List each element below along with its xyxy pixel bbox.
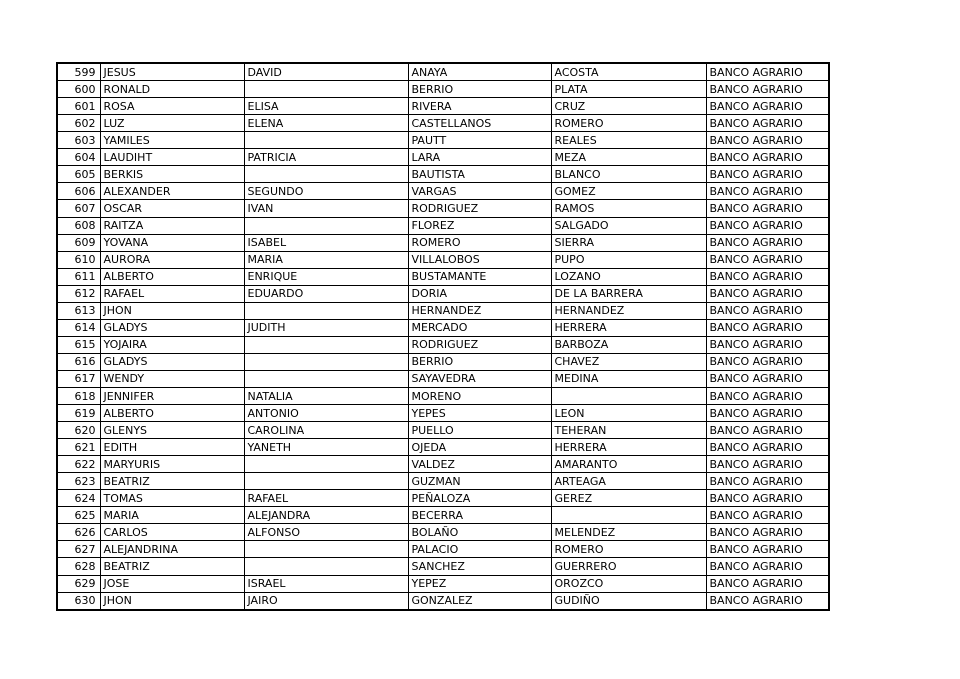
cell-second_surname: LOZANO: [551, 268, 706, 285]
cell-first_name: OSCAR: [100, 200, 244, 217]
cell-row_number: 600: [57, 81, 100, 98]
cell-bank: BANCO AGRARIO: [706, 524, 829, 541]
table-row: [57, 541, 829, 558]
cell-second_surname: GUDIÑO: [551, 592, 706, 610]
cell-row_number: 602: [57, 115, 100, 132]
cell-middle_name: IVAN: [244, 200, 408, 217]
cell-bank: BANCO AGRARIO: [706, 405, 829, 422]
cell-middle_name: MARIA: [244, 251, 408, 268]
cell-middle_name: ALFONSO: [244, 524, 408, 541]
cell-second_surname: MEDINA: [551, 370, 706, 387]
cell-row_number: 612: [57, 285, 100, 302]
cell-first_surname: RODRIGUEZ: [408, 200, 551, 217]
cell-first_surname: GUZMAN: [408, 473, 551, 490]
cell-middle_name: [244, 336, 408, 353]
cell-bank: BANCO AGRARIO: [706, 575, 829, 592]
cell-second_surname: TEHERAN: [551, 422, 706, 439]
beneficiaries-table: [56, 62, 830, 611]
cell-first_name: BEATRIZ: [100, 473, 244, 490]
cell-bank: BANCO AGRARIO: [706, 353, 829, 370]
cell-second_surname: BLANCO: [551, 166, 706, 183]
cell-bank: BANCO AGRARIO: [706, 490, 829, 507]
cell-bank: BANCO AGRARIO: [706, 439, 829, 456]
cell-first_name: AURORA: [100, 251, 244, 268]
cell-first_name: JESUS: [100, 63, 244, 81]
cell-middle_name: PATRICIA: [244, 149, 408, 166]
cell-row_number: 609: [57, 234, 100, 251]
cell-row_number: 606: [57, 183, 100, 200]
cell-first_surname: BERRIO: [408, 81, 551, 98]
table-row: [57, 268, 829, 285]
cell-bank: BANCO AGRARIO: [706, 388, 829, 405]
cell-row_number: 624: [57, 490, 100, 507]
cell-row_number: 617: [57, 370, 100, 387]
cell-first_name: ALBERTO: [100, 405, 244, 422]
cell-second_surname: REALES: [551, 132, 706, 149]
table-row: [57, 388, 829, 405]
cell-first_surname: BECERRA: [408, 507, 551, 524]
cell-middle_name: YANETH: [244, 439, 408, 456]
table-row: [57, 319, 829, 336]
cell-middle_name: [244, 370, 408, 387]
cell-row_number: 627: [57, 541, 100, 558]
cell-second_surname: BARBOZA: [551, 336, 706, 353]
cell-row_number: 610: [57, 251, 100, 268]
cell-first_name: MARIA: [100, 507, 244, 524]
cell-first_surname: MERCADO: [408, 319, 551, 336]
table-row: [57, 353, 829, 370]
cell-first_surname: MORENO: [408, 388, 551, 405]
cell-first_surname: YEPEZ: [408, 575, 551, 592]
cell-row_number: 619: [57, 405, 100, 422]
cell-second_surname: ACOSTA: [551, 63, 706, 81]
cell-first_surname: PUELLO: [408, 422, 551, 439]
cell-first_surname: VARGAS: [408, 183, 551, 200]
cell-row_number: 618: [57, 388, 100, 405]
cell-first_surname: FLOREZ: [408, 217, 551, 234]
cell-middle_name: RAFAEL: [244, 490, 408, 507]
table-row: [57, 183, 829, 200]
cell-row_number: 629: [57, 575, 100, 592]
cell-first_surname: RIVERA: [408, 98, 551, 115]
cell-bank: BANCO AGRARIO: [706, 507, 829, 524]
cell-first_surname: CASTELLANOS: [408, 115, 551, 132]
cell-middle_name: ISABEL: [244, 234, 408, 251]
table-row: [57, 149, 829, 166]
cell-first_surname: ANAYA: [408, 63, 551, 81]
cell-second_surname: LEON: [551, 405, 706, 422]
cell-second_surname: HERRERA: [551, 439, 706, 456]
cell-middle_name: [244, 166, 408, 183]
cell-middle_name: ISRAEL: [244, 575, 408, 592]
cell-second_surname: ARTEAGA: [551, 473, 706, 490]
cell-first_name: LUZ: [100, 115, 244, 132]
cell-second_surname: SIERRA: [551, 234, 706, 251]
cell-first_name: JHON: [100, 592, 244, 610]
cell-row_number: 608: [57, 217, 100, 234]
cell-first_surname: HERNANDEZ: [408, 302, 551, 319]
cell-first_surname: PEÑALOZA: [408, 490, 551, 507]
cell-middle_name: ELENA: [244, 115, 408, 132]
cell-first_name: YAMILES: [100, 132, 244, 149]
cell-middle_name: DAVID: [244, 63, 408, 81]
cell-second_surname: MELENDEZ: [551, 524, 706, 541]
cell-first_name: GLADYS: [100, 353, 244, 370]
cell-first_name: WENDY: [100, 370, 244, 387]
cell-bank: BANCO AGRARIO: [706, 422, 829, 439]
cell-row_number: 607: [57, 200, 100, 217]
table-row: [57, 507, 829, 524]
cell-row_number: 603: [57, 132, 100, 149]
table-row: [57, 558, 829, 575]
cell-first_name: ALEJANDRINA: [100, 541, 244, 558]
cell-middle_name: ALEJANDRA: [244, 507, 408, 524]
cell-bank: BANCO AGRARIO: [706, 200, 829, 217]
cell-row_number: 601: [57, 98, 100, 115]
cell-first_name: RAFAEL: [100, 285, 244, 302]
cell-second_surname: ROMERO: [551, 541, 706, 558]
cell-first_name: ROSA: [100, 98, 244, 115]
cell-first_name: YOJAIRA: [100, 336, 244, 353]
table-row: [57, 115, 829, 132]
cell-middle_name: SEGUNDO: [244, 183, 408, 200]
cell-bank: BANCO AGRARIO: [706, 63, 829, 81]
cell-middle_name: [244, 132, 408, 149]
cell-bank: BANCO AGRARIO: [706, 149, 829, 166]
cell-first_surname: BAUTISTA: [408, 166, 551, 183]
cell-first_surname: PAUTT: [408, 132, 551, 149]
cell-second_surname: DE LA BARRERA: [551, 285, 706, 302]
table-row: [57, 524, 829, 541]
cell-row_number: 616: [57, 353, 100, 370]
cell-second_surname: CHAVEZ: [551, 353, 706, 370]
cell-first_name: JHON: [100, 302, 244, 319]
cell-bank: BANCO AGRARIO: [706, 81, 829, 98]
cell-bank: BANCO AGRARIO: [706, 268, 829, 285]
cell-second_surname: PLATA: [551, 81, 706, 98]
table-row: [57, 217, 829, 234]
cell-row_number: 605: [57, 166, 100, 183]
table-row: [57, 370, 829, 387]
table-row: [57, 98, 829, 115]
cell-first_name: ALBERTO: [100, 268, 244, 285]
cell-first_name: BEATRIZ: [100, 558, 244, 575]
cell-first_name: RAITZA: [100, 217, 244, 234]
cell-bank: BANCO AGRARIO: [706, 115, 829, 132]
cell-middle_name: [244, 81, 408, 98]
cell-first_name: YOVANA: [100, 234, 244, 251]
cell-middle_name: EDUARDO: [244, 285, 408, 302]
cell-first_name: GLENYS: [100, 422, 244, 439]
table-row: [57, 302, 829, 319]
cell-first_name: GLADYS: [100, 319, 244, 336]
cell-row_number: 621: [57, 439, 100, 456]
cell-bank: BANCO AGRARIO: [706, 285, 829, 302]
cell-first_name: MARYURIS: [100, 456, 244, 473]
cell-second_surname: CRUZ: [551, 98, 706, 115]
cell-middle_name: NATALIA: [244, 388, 408, 405]
cell-row_number: 613: [57, 302, 100, 319]
cell-middle_name: [244, 302, 408, 319]
cell-first_surname: YEPES: [408, 405, 551, 422]
cell-second_surname: GUERRERO: [551, 558, 706, 575]
cell-middle_name: [244, 217, 408, 234]
table-row: [57, 473, 829, 490]
cell-row_number: 620: [57, 422, 100, 439]
cell-bank: BANCO AGRARIO: [706, 166, 829, 183]
cell-first_name: CARLOS: [100, 524, 244, 541]
cell-second_surname: HERRERA: [551, 319, 706, 336]
cell-first_surname: SANCHEZ: [408, 558, 551, 575]
cell-middle_name: [244, 558, 408, 575]
table-body: [57, 63, 829, 610]
cell-bank: BANCO AGRARIO: [706, 592, 829, 610]
cell-first_surname: OJEDA: [408, 439, 551, 456]
table-row: [57, 132, 829, 149]
cell-first_surname: GONZALEZ: [408, 592, 551, 610]
cell-middle_name: ANTONIO: [244, 405, 408, 422]
cell-bank: BANCO AGRARIO: [706, 319, 829, 336]
cell-row_number: 615: [57, 336, 100, 353]
cell-bank: BANCO AGRARIO: [706, 183, 829, 200]
cell-bank: BANCO AGRARIO: [706, 217, 829, 234]
cell-row_number: 626: [57, 524, 100, 541]
cell-middle_name: JAIRO: [244, 592, 408, 610]
cell-bank: BANCO AGRARIO: [706, 473, 829, 490]
cell-first_name: JENNIFER: [100, 388, 244, 405]
cell-first_name: EDITH: [100, 439, 244, 456]
cell-middle_name: [244, 473, 408, 490]
cell-first_surname: ROMERO: [408, 234, 551, 251]
cell-second_surname: AMARANTO: [551, 456, 706, 473]
cell-row_number: 599: [57, 63, 100, 81]
cell-second_surname: ROMERO: [551, 115, 706, 132]
table-row: [57, 422, 829, 439]
cell-bank: BANCO AGRARIO: [706, 336, 829, 353]
cell-bank: BANCO AGRARIO: [706, 251, 829, 268]
table-row: [57, 405, 829, 422]
cell-bank: BANCO AGRARIO: [706, 98, 829, 115]
cell-bank: BANCO AGRARIO: [706, 234, 829, 251]
table-row: [57, 490, 829, 507]
cell-row_number: 622: [57, 456, 100, 473]
cell-first_surname: BOLAÑO: [408, 524, 551, 541]
table-row: [57, 336, 829, 353]
cell-row_number: 628: [57, 558, 100, 575]
cell-row_number: 614: [57, 319, 100, 336]
cell-first_surname: BUSTAMANTE: [408, 268, 551, 285]
table-row: [57, 456, 829, 473]
cell-middle_name: ELISA: [244, 98, 408, 115]
cell-second_surname: PUPO: [551, 251, 706, 268]
cell-bank: BANCO AGRARIO: [706, 132, 829, 149]
cell-first_surname: PALACIO: [408, 541, 551, 558]
cell-second_surname: OROZCO: [551, 575, 706, 592]
cell-row_number: 625: [57, 507, 100, 524]
cell-second_surname: MEZA: [551, 149, 706, 166]
table-row: [57, 200, 829, 217]
cell-middle_name: [244, 541, 408, 558]
table-row: [57, 592, 829, 610]
cell-first_name: RONALD: [100, 81, 244, 98]
cell-first_name: LAUDIHT: [100, 149, 244, 166]
cell-second_surname: RAMOS: [551, 200, 706, 217]
cell-second_surname: [551, 388, 706, 405]
table-row: [57, 63, 829, 81]
cell-first_surname: BERRIO: [408, 353, 551, 370]
table-row: [57, 575, 829, 592]
cell-middle_name: CAROLINA: [244, 422, 408, 439]
cell-middle_name: [244, 353, 408, 370]
cell-first_name: BERKIS: [100, 166, 244, 183]
cell-row_number: 630: [57, 592, 100, 610]
cell-row_number: 611: [57, 268, 100, 285]
cell-first_surname: LARA: [408, 149, 551, 166]
cell-middle_name: ENRIQUE: [244, 268, 408, 285]
cell-second_surname: GEREZ: [551, 490, 706, 507]
cell-second_surname: GOMEZ: [551, 183, 706, 200]
cell-bank: BANCO AGRARIO: [706, 302, 829, 319]
cell-first_surname: SAYAVEDRA: [408, 370, 551, 387]
table-row: [57, 81, 829, 98]
cell-second_surname: SALGADO: [551, 217, 706, 234]
cell-second_surname: [551, 507, 706, 524]
cell-row_number: 604: [57, 149, 100, 166]
table-row: [57, 166, 829, 183]
cell-first_surname: VALDEZ: [408, 456, 551, 473]
table-row: [57, 439, 829, 456]
cell-first_name: TOMAS: [100, 490, 244, 507]
cell-bank: BANCO AGRARIO: [706, 370, 829, 387]
cell-first_surname: VILLALOBOS: [408, 251, 551, 268]
cell-bank: BANCO AGRARIO: [706, 541, 829, 558]
cell-bank: BANCO AGRARIO: [706, 456, 829, 473]
cell-first_surname: RODRIGUEZ: [408, 336, 551, 353]
table-row: [57, 251, 829, 268]
cell-second_surname: HERNANDEZ: [551, 302, 706, 319]
cell-first_surname: DORIA: [408, 285, 551, 302]
cell-bank: BANCO AGRARIO: [706, 558, 829, 575]
cell-row_number: 623: [57, 473, 100, 490]
table-row: [57, 285, 829, 302]
cell-middle_name: JUDITH: [244, 319, 408, 336]
cell-middle_name: [244, 456, 408, 473]
table-row: [57, 234, 829, 251]
cell-first_name: ALEXANDER: [100, 183, 244, 200]
cell-first_name: JOSE: [100, 575, 244, 592]
